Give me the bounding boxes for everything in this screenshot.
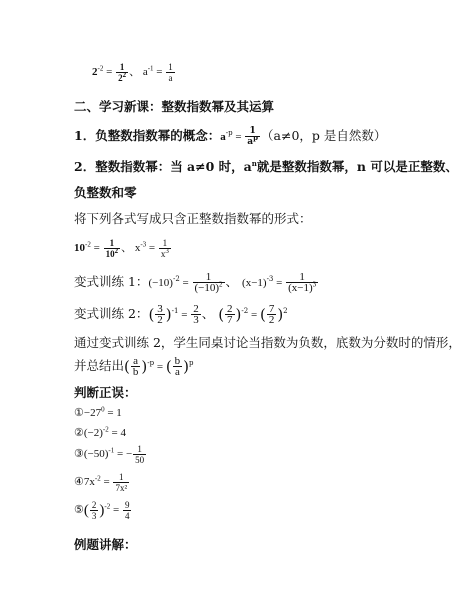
definition-negative-exponent: 1．负整数指数幂的概念：$a^{-p}$ = $\frac{1}{a^p}$ （a≠0，p 是自然数） [74,126,387,147]
fraction: $\frac{1}{a}$ [168,62,173,83]
base-a: a [142,66,148,79]
judge-item-5: ⑤( $\frac{2}{3}$ )$^{-2}$ = $\frac{9}{4}$ [74,500,130,521]
fraction: $\frac{1}{a^p}$ [247,126,259,147]
example-formula-line: $10^{-2}$ = $\frac{1}{10^2}$ 、 $x^{-3}$ = $\frac{1}{x^3}$ [74,238,169,259]
conclusion-formula: 并总结出( $\frac{a}{b}$ )$^{-p}$ = ( $\frac{b}{a}$ )$^p$ [74,355,194,378]
fraction: $\frac{1}{\text{7x²}}$ [115,472,128,493]
fraction: $\frac{2}{3}$ [91,500,97,521]
judge-item-2: $②(-2)^{-2} = 4$ [74,425,126,439]
definition-integer-exponent-cont: 负整数和零 [74,185,137,200]
judge-item-1: $①-27^0 = 1$ [74,405,122,419]
judge-title: 判断正误： [74,385,137,400]
separator: 、 [129,66,143,79]
intro-formula-line: $2^{-2}$ = $\frac{1}{2^2}$ 、 $a^{-1}$ = $\frac{1}{a}$ [92,62,173,83]
variant-exercise-2: 变式训练 2：( $\frac{3}{2}$ )$^{-1}$ = $\frac{2}{3}$ 、 ( $\frac{2}{7}$ )$^{-2}$ = ( $\frac{7}{2}$ )$^2$ [74,303,288,326]
judge-item-4: $④7x^{-2}$ = $\frac{1}{\text{7x²}}$ [74,472,128,493]
fraction: $\frac{2}{7}$ [227,303,233,326]
fraction: $\frac{1}{(-10)^2}$ [194,271,223,294]
fraction: $\frac{1}{(x-1)^3}$ [288,271,317,294]
equals: = [103,66,116,79]
base-2: 2 [92,66,98,79]
section-title: 二、学习新课：整数指数幂及其运算 [74,99,275,114]
definition-integer-exponent: 2．整数指数幂：当 a≠0 时，$a^n$就是整数指数幂，n 可以是正整数、 [74,158,458,174]
fraction: $\frac{1}{10^2}$ [105,238,119,259]
instruction-text: 将下列各式写成只含正整数指数幂的形式： [74,211,312,226]
fraction: $\frac{1}{2^2}$ [118,62,127,83]
exp: -2 [97,64,104,73]
discussion-text: 通过变式训练 2，学生同桌讨论当指数为负数，底数为分数时的情形， [74,335,461,350]
fraction: $\frac{9}{4}$ [124,500,130,521]
fraction: $\frac{1}{50}$ [135,444,145,465]
fraction: $\frac{3}{2}$ [157,303,163,326]
example-title: 例题讲解： [74,537,137,552]
fraction: $\frac{2}{3}$ [193,303,199,326]
fraction: $\frac{b}{a}$ [174,355,181,378]
judge-item-3: $③(-50)^{-1}$ = − $\frac{1}{50}$ [74,444,145,465]
fraction: $\frac{7}{2}$ [268,303,275,326]
fraction: $\frac{a}{b}$ [132,355,139,378]
variant-exercise-1: 变式训练 1：$(-10)^{-2}$ = $\frac{1}{(-10)^2}$ 、 $(x-1)^{-3}$ = $\frac{1}{(x-1)^3}$ [74,271,317,294]
fraction: $\frac{1}{x^3}$ [160,238,169,259]
